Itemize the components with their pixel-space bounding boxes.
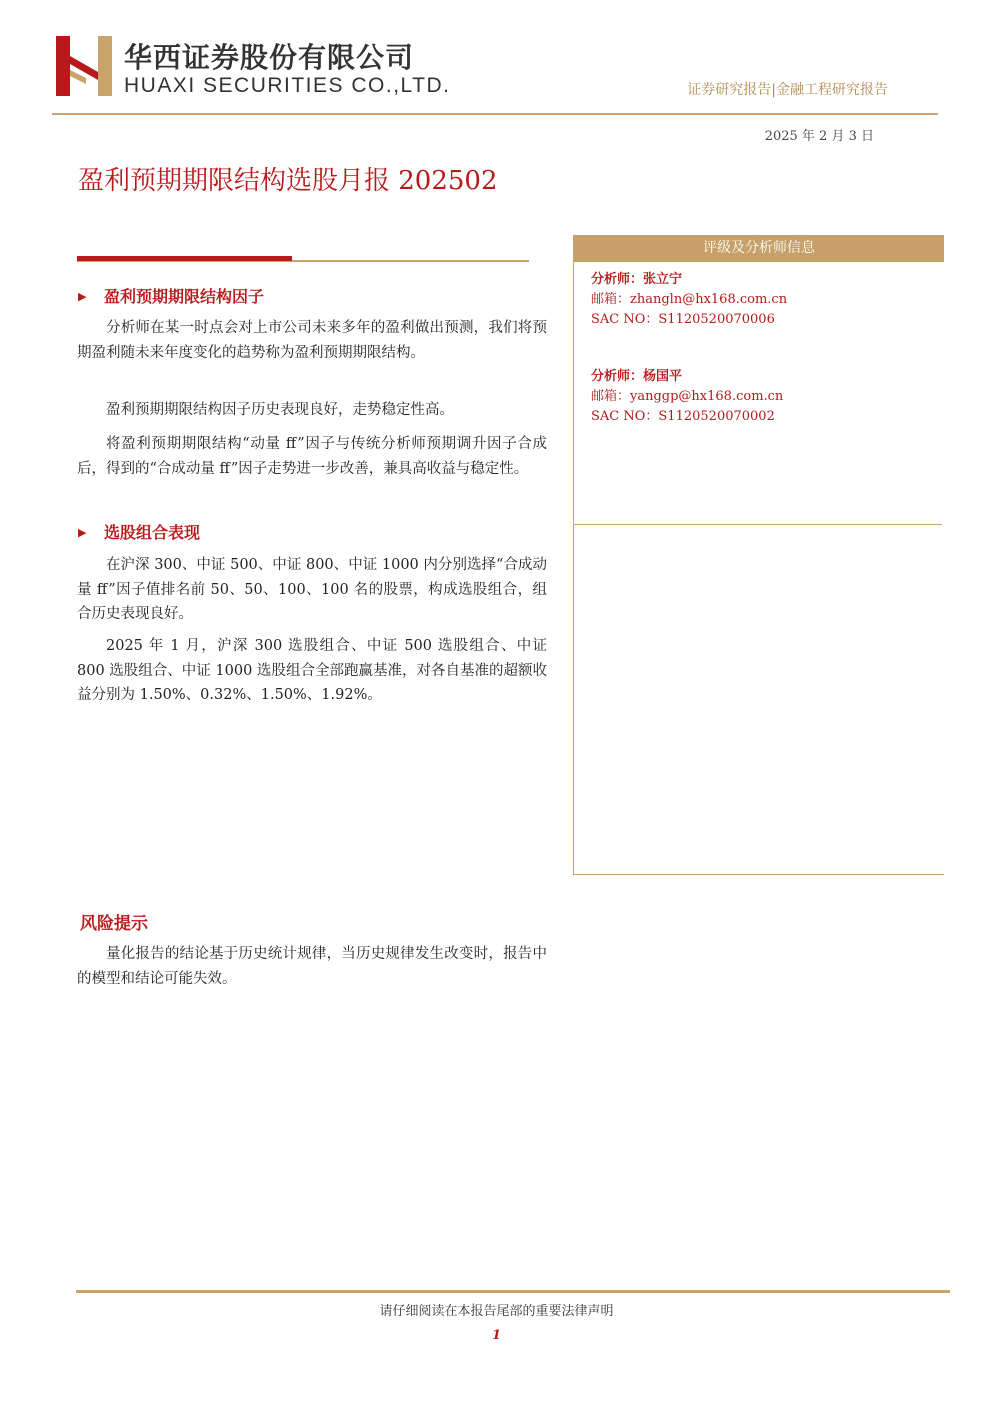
company-name-en: HUAXI SECURITIES CO.,LTD. <box>124 74 451 97</box>
footer-divider <box>76 1290 950 1293</box>
bullet-arrow-icon: ▶ <box>78 526 87 539</box>
legal-notice: 请仔细阅读在本报告尾部的重要法律声明 <box>379 1304 614 1319</box>
report-category: 证券研究报告|金融工程研究报告 <box>687 82 888 98</box>
bullet-arrow-icon: ▶ <box>78 290 87 303</box>
company-logo <box>56 36 112 96</box>
panel-divider <box>574 524 942 525</box>
page-number: 1 <box>491 1328 502 1343</box>
risk-heading: 风险提示 <box>80 914 148 934</box>
risk-text: 量化报告的结论基于历史统计规律，当历史规律发生改变时，报告中的模型和结论可能失效。 <box>77 946 547 987</box>
paragraph: 将盈利预期期限结构“动量 ff”因子与传统分析师预期调升因子合成后，得到的“合成动量 ff”因子走势进一步改善，兼具高收益与稳定性。 <box>77 436 547 477</box>
panel-header: 评级及分析师信息 <box>574 235 944 262</box>
panel-bottom-rule <box>574 874 944 875</box>
section-heading: ▶ 盈利预期期限结构因子 <box>78 287 265 306</box>
paragraph: 盈利预期期限结构因子历史表现良好，走势稳定性高。 <box>106 402 454 418</box>
analyst-name: 分析师：杨国平 <box>591 369 683 384</box>
section-heading: ▶ 选股组合表现 <box>78 523 201 542</box>
analyst-info-panel <box>573 235 944 875</box>
report-title: 盈利预期期限结构选股月报 202502 <box>78 166 498 196</box>
analyst-sac: SAC NO：S1120520070006 <box>591 312 775 327</box>
company-name-cn: 华西证券股份有限公司 <box>124 41 415 74</box>
report-date: 2025 年 2 月 3 日 <box>764 129 874 144</box>
paragraph: 分析师在某一时点会对上市公司未来多年的盈利做出预测，我们将预期盈利随未来年度变化的趋势称为盈利预期期限结构。 <box>77 320 547 361</box>
section-accent-bar <box>77 256 292 261</box>
analyst-email[interactable]: 邮箱：yanggp@hx168.com.cn <box>591 389 784 404</box>
paragraph: 在沪深 300、中证 500、中证 800、中证 1000 内分别选择“合成动量 ff”因子值排名前 50、50、100、100 名的股票，构成选股组合，组合历史表现良好。 <box>77 557 547 622</box>
paragraph: 2025 年 1 月，沪深 300 选股组合、中证 500 选股组合、中证 800 选股组合、中证 1000 选股组合全部跑赢基准，对各自基准的超额收益分别为 1.50%、0.32%、1.50%、1.92%。 <box>77 638 547 703</box>
analyst-email[interactable]: 邮箱：zhangln@hx168.com.cn <box>591 292 788 307</box>
analyst-sac: SAC NO：S1120520070002 <box>591 409 775 424</box>
header-divider <box>52 113 938 115</box>
analyst-name: 分析师：张立宁 <box>591 272 683 287</box>
